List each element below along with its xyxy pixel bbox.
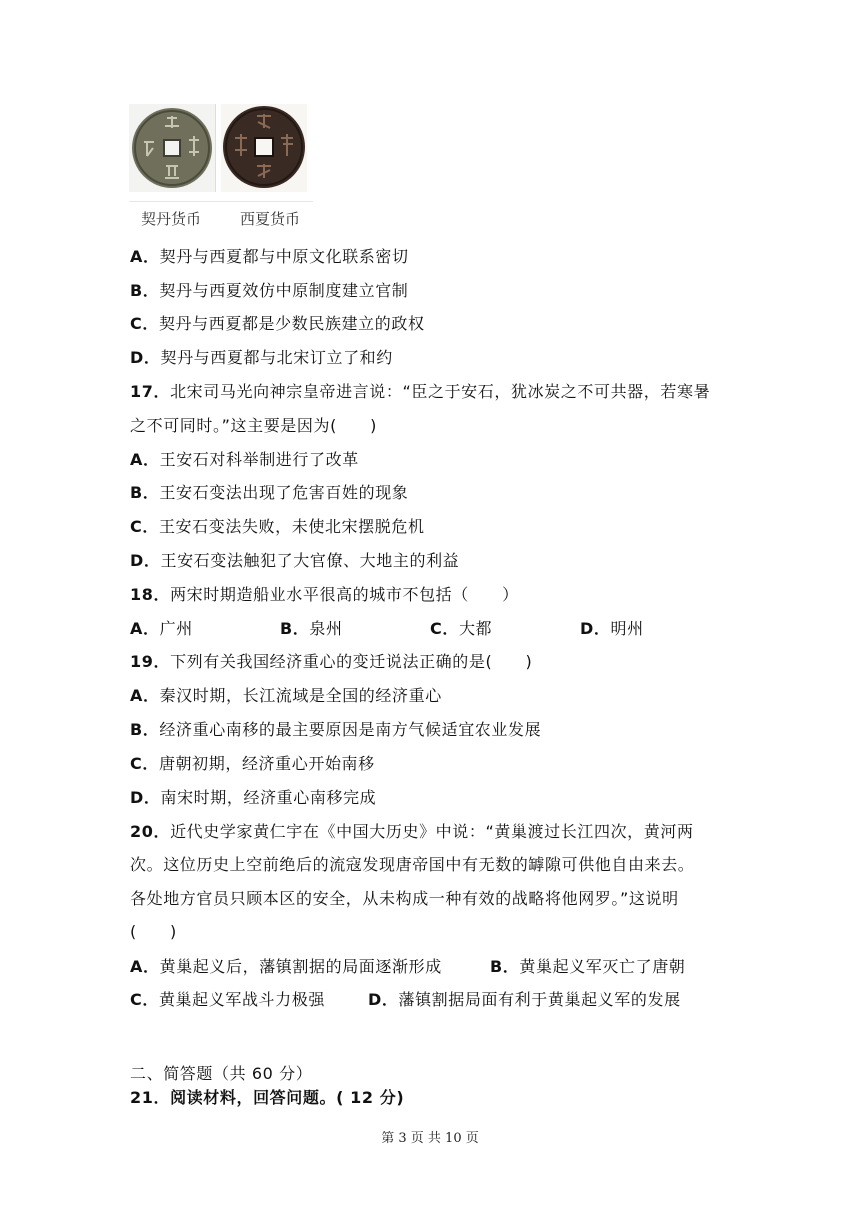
q21-stem: 21．阅读材料，回答问题。( 12 分) xyxy=(130,1088,405,1107)
q20-option-d: D．藩镇割据局面有利于黄巢起义军的发展 xyxy=(368,990,681,1009)
q20-option-a: A．黄巢起义后，藩镇割据的局面逐渐形成 xyxy=(130,957,442,976)
q19-option-a: A．秦汉时期，长江流域是全国的经济重心 xyxy=(130,686,442,705)
khitan-coin-image xyxy=(129,104,216,192)
page-footer: 第 3 页 共 10 页 xyxy=(381,1131,479,1146)
figure-divider xyxy=(129,201,313,202)
q16-option-d: D．契丹与西夏都与北宋订立了和约 xyxy=(130,348,393,367)
q16-option-b: B．契丹与西夏效仿中原制度建立官制 xyxy=(130,281,409,300)
xixia-coin-icon xyxy=(221,104,307,192)
q20-option-b: B．黄巢起义军灭亡了唐朝 xyxy=(490,957,686,976)
q20-option-c: C．黄巢起义军战斗力极强 xyxy=(130,990,325,1009)
q20-stem-line4: ( ) xyxy=(130,922,177,941)
q20-stem-line1: 20．近代史学家黄仁宇在《中国大历史》中说：“黄巢渡过长江四次，黄河两 xyxy=(130,822,694,841)
q17-stem-line2: 之不可同时。”这主要是因为( ) xyxy=(130,416,377,435)
q19-stem: 19．下列有关我国经济重心的变迁说法正确的是( ) xyxy=(130,652,533,671)
coins-figure xyxy=(129,104,313,236)
q17-stem-line1: 17．北宋司马光向神宗皇帝进言说：“臣之于安石，犹冰炭之不可共器，若寒暑 xyxy=(130,382,711,401)
q18-stem: 18．两宋时期造船业水平很高的城市不包括（ ） xyxy=(130,585,519,604)
q17-option-b: B．王安石变法出现了危害百姓的现象 xyxy=(130,483,409,502)
q20-stem-line3: 各处地方官员只顾本区的安全，从未构成一种有效的战略将他网罗。”这说明 xyxy=(130,889,679,908)
q19-option-b: B．经济重心南移的最主要原因是南方气候适宜农业发展 xyxy=(130,720,542,739)
section2-title: 二、简答题（共 60 分） xyxy=(130,1064,313,1083)
khitan-coin-caption: 契丹货币 xyxy=(141,210,202,228)
q18-option-b: B．泉州 xyxy=(280,619,343,638)
q18-option-a: A．广州 xyxy=(130,619,193,638)
q19-option-c: C．唐朝初期，经济重心开始南移 xyxy=(130,754,375,773)
q18-option-d: D．明州 xyxy=(580,619,644,638)
q20-stem-line2: 次。这位历史上空前绝后的流寇发现唐帝国中有无数的罅隙可供他自由来去。 xyxy=(130,855,695,874)
khitan-coin-icon xyxy=(129,104,215,192)
q16-option-a: A．契丹与西夏都与中原文化联系密切 xyxy=(130,247,409,266)
q18-option-c: C．大都 xyxy=(430,619,493,638)
xixia-coin-image xyxy=(221,104,307,192)
q19-option-d: D．南宋时期，经济重心南移完成 xyxy=(130,788,377,807)
q16-option-c: C．契丹与西夏都是少数民族建立的政权 xyxy=(130,314,425,333)
q17-option-c: C．王安石变法失败，未使北宋摆脱危机 xyxy=(130,517,425,536)
q17-option-d: D．王安石变法触犯了大官僚、大地主的利益 xyxy=(130,551,460,570)
q17-option-a: A．王安石对科举制进行了改革 xyxy=(130,450,359,469)
xixia-coin-caption: 西夏货币 xyxy=(240,210,301,228)
